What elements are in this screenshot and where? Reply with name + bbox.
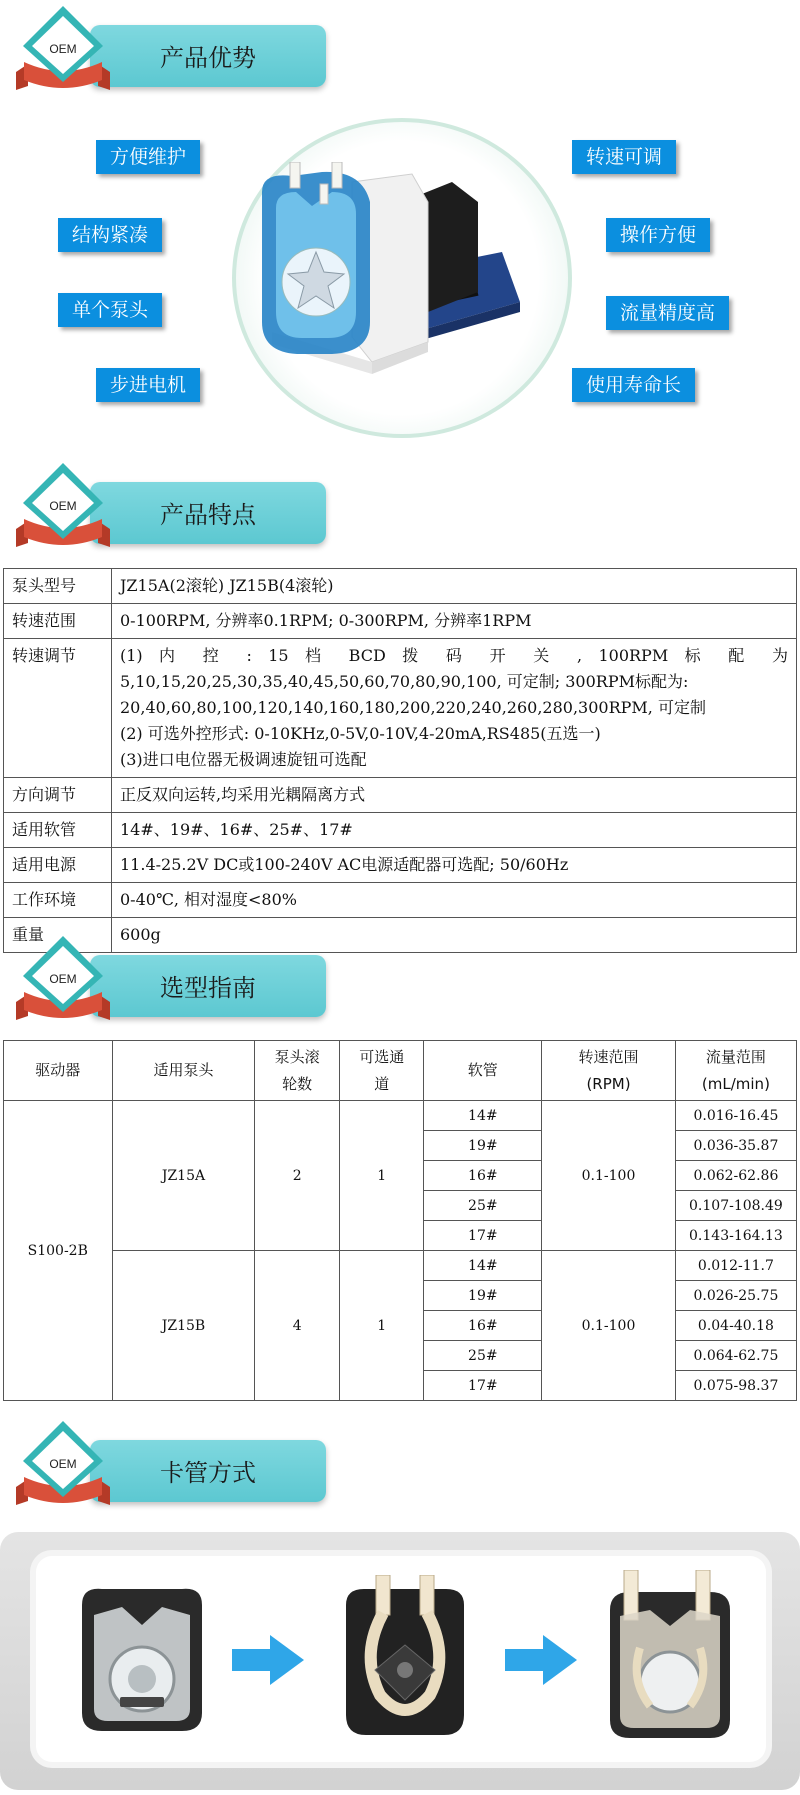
advantage-tag: 使用寿命长 (572, 368, 695, 402)
column-header-line: (RPM) (586, 1074, 631, 1093)
feature-value-line: 600g (120, 925, 161, 944)
tube-cell: 25# (424, 1191, 542, 1221)
tube-cell: 19# (424, 1131, 542, 1161)
flow-cell: 0.036-35.87 (675, 1131, 796, 1161)
badge-text: OEM (49, 1457, 77, 1471)
advantage-tag: 转速可调 (572, 140, 676, 174)
feature-key: 适用软管 (4, 813, 112, 848)
pump-head-cell: JZ15B (112, 1251, 255, 1401)
badge-text: OEM (49, 42, 77, 56)
tube-cell: 14# (424, 1251, 542, 1281)
rollers-cell: 4 (255, 1251, 340, 1401)
driver-cell: S100-2B (4, 1101, 113, 1401)
feature-value (112, 883, 797, 918)
feature-key: 方向调节 (4, 778, 112, 813)
section-header-features (0, 457, 800, 557)
feature-value-line: 11.4-25.2V DC或100-240V AC电源适配器可选配; 50/60Hz (120, 855, 569, 874)
tube-cell: 14# (424, 1101, 542, 1131)
column-header-line: 流量范围 (705, 1047, 766, 1066)
feature-value-line: 0-100RPM, 分辨率0.1RPM; 0-300RPM, 分辨率1RPM (120, 611, 532, 630)
column-header (4, 1041, 113, 1101)
column-header (675, 1041, 796, 1101)
flow-cell: 0.075-98.37 (675, 1371, 796, 1401)
advantage-tag: 单个泵头 (58, 293, 162, 327)
flow-cell: 0.062-62.86 (675, 1161, 796, 1191)
feature-value-line: 正反双向运转,均采用光耦隔离方式 (120, 785, 366, 804)
flow-cell: 0.026-25.75 (675, 1281, 796, 1311)
feature-value-line: (3)进口电位器无极调速旋钮可选配 (120, 750, 367, 769)
flow-cell: 0.016-16.45 (675, 1101, 796, 1131)
feature-row (4, 639, 797, 778)
section-title: 产品优势 (160, 44, 256, 72)
feature-value-line: (1) 内 控 : 15 档 BCD 拨 码 开 关 , 100RPM 标 配 为 (120, 646, 788, 665)
column-header (424, 1041, 542, 1101)
section-title: 选型指南 (160, 974, 256, 1002)
column-header (112, 1041, 255, 1101)
feature-value-line: 0-40℃, 相对湿度<80% (120, 890, 297, 909)
feature-value-line: 14#、19#、16#、25#、17# (120, 820, 353, 839)
column-header-line: 转速范围 (578, 1047, 639, 1066)
speed-cell: 0.1-100 (542, 1101, 676, 1251)
column-header (255, 1041, 340, 1101)
arrow-right-icon (232, 1635, 304, 1685)
advantage-tag: 步进电机 (96, 368, 200, 402)
section-title: 卡管方式 (160, 1459, 256, 1487)
advantage-tag: 方便维护 (96, 140, 200, 174)
oem-badge (8, 457, 118, 557)
oem-badge (8, 0, 118, 100)
pump-head-cell: JZ15A (112, 1101, 255, 1251)
table-row (4, 1101, 797, 1131)
feature-value (112, 569, 797, 604)
column-header (339, 1041, 424, 1101)
column-header-line: 驱动器 (35, 1061, 81, 1079)
column-header (542, 1041, 676, 1101)
badge-text: OEM (49, 499, 77, 513)
section-header-clamping (0, 1415, 800, 1515)
badge-text: OEM (49, 972, 77, 986)
table-row (4, 1251, 797, 1281)
feature-value (112, 604, 797, 639)
column-header-line: 适用泵头 (153, 1061, 214, 1079)
pump-head-closed-image (72, 1585, 212, 1735)
feature-row (4, 778, 797, 813)
feature-key: 适用电源 (4, 848, 112, 883)
column-header-line: 道 (374, 1074, 390, 1093)
feature-key: 重量 (4, 918, 112, 953)
section-title: 产品特点 (160, 501, 256, 529)
column-header-line: 软管 (467, 1061, 498, 1079)
advantage-tag: 结构紧凑 (58, 218, 162, 252)
arrow-right-icon (505, 1635, 577, 1685)
selection-guide-table (3, 1040, 797, 1401)
rollers-cell: 2 (255, 1101, 340, 1251)
feature-value-line: 20,40,60,80,100,120,140,160,180,200,220,240,260,280,300RPM, 可定制 (120, 698, 706, 717)
feature-value (112, 848, 797, 883)
feature-key: 转速范围 (4, 604, 112, 639)
tube-cell: 16# (424, 1311, 542, 1341)
feature-value-line: (2) 可选外控形式: 0-10KHz,0-5V,0-10V,4-20mA,RS485(五选一) (120, 724, 601, 743)
column-header-line: 轮数 (282, 1074, 313, 1093)
feature-value (112, 778, 797, 813)
speed-cell: 0.1-100 (542, 1251, 676, 1401)
flow-cell: 0.143-164.13 (675, 1221, 796, 1251)
peristaltic-pump-image (252, 162, 542, 402)
feature-row (4, 604, 797, 639)
tube-cell: 16# (424, 1161, 542, 1191)
oem-badge (8, 930, 118, 1030)
feature-row (4, 569, 797, 604)
column-header-line: (mL/min) (701, 1074, 770, 1093)
oem-badge (8, 1415, 118, 1515)
section-header-advantages (0, 0, 800, 100)
advantage-tag: 操作方便 (606, 218, 710, 252)
tube-cell: 17# (424, 1221, 542, 1251)
feature-key: 泵头型号 (4, 569, 112, 604)
tube-cell: 19# (424, 1281, 542, 1311)
section-header-guide (0, 930, 800, 1030)
advantage-tag: 流量精度高 (606, 296, 729, 330)
flow-cell: 0.04-40.18 (675, 1311, 796, 1341)
feature-key: 转速调节 (4, 639, 112, 778)
tube-cell: 17# (424, 1371, 542, 1401)
feature-row (4, 813, 797, 848)
features-table (3, 568, 797, 953)
column-header-line: 泵头滚 (274, 1047, 320, 1066)
pump-head-open-image (340, 1575, 470, 1740)
channels-cell: 1 (339, 1101, 424, 1251)
pump-head-installed-image (600, 1570, 740, 1742)
column-header-line: 可选通 (359, 1047, 405, 1066)
flow-cell: 0.012-11.7 (675, 1251, 796, 1281)
flow-cell: 0.064-62.75 (675, 1341, 796, 1371)
feature-key: 工作环境 (4, 883, 112, 918)
feature-value (112, 813, 797, 848)
flow-cell: 0.107-108.49 (675, 1191, 796, 1221)
feature-value-line: JZ15A(2滚轮) JZ15B(4滚轮) (120, 576, 334, 595)
channels-cell: 1 (339, 1251, 424, 1401)
tube-cell: 25# (424, 1341, 542, 1371)
feature-value (112, 639, 797, 778)
feature-value-line: 5,10,15,20,25,30,35,40,45,50,60,70,80,90,100, 可定制; 300RPM标配为: (120, 672, 689, 691)
feature-row (4, 883, 797, 918)
feature-row (4, 848, 797, 883)
